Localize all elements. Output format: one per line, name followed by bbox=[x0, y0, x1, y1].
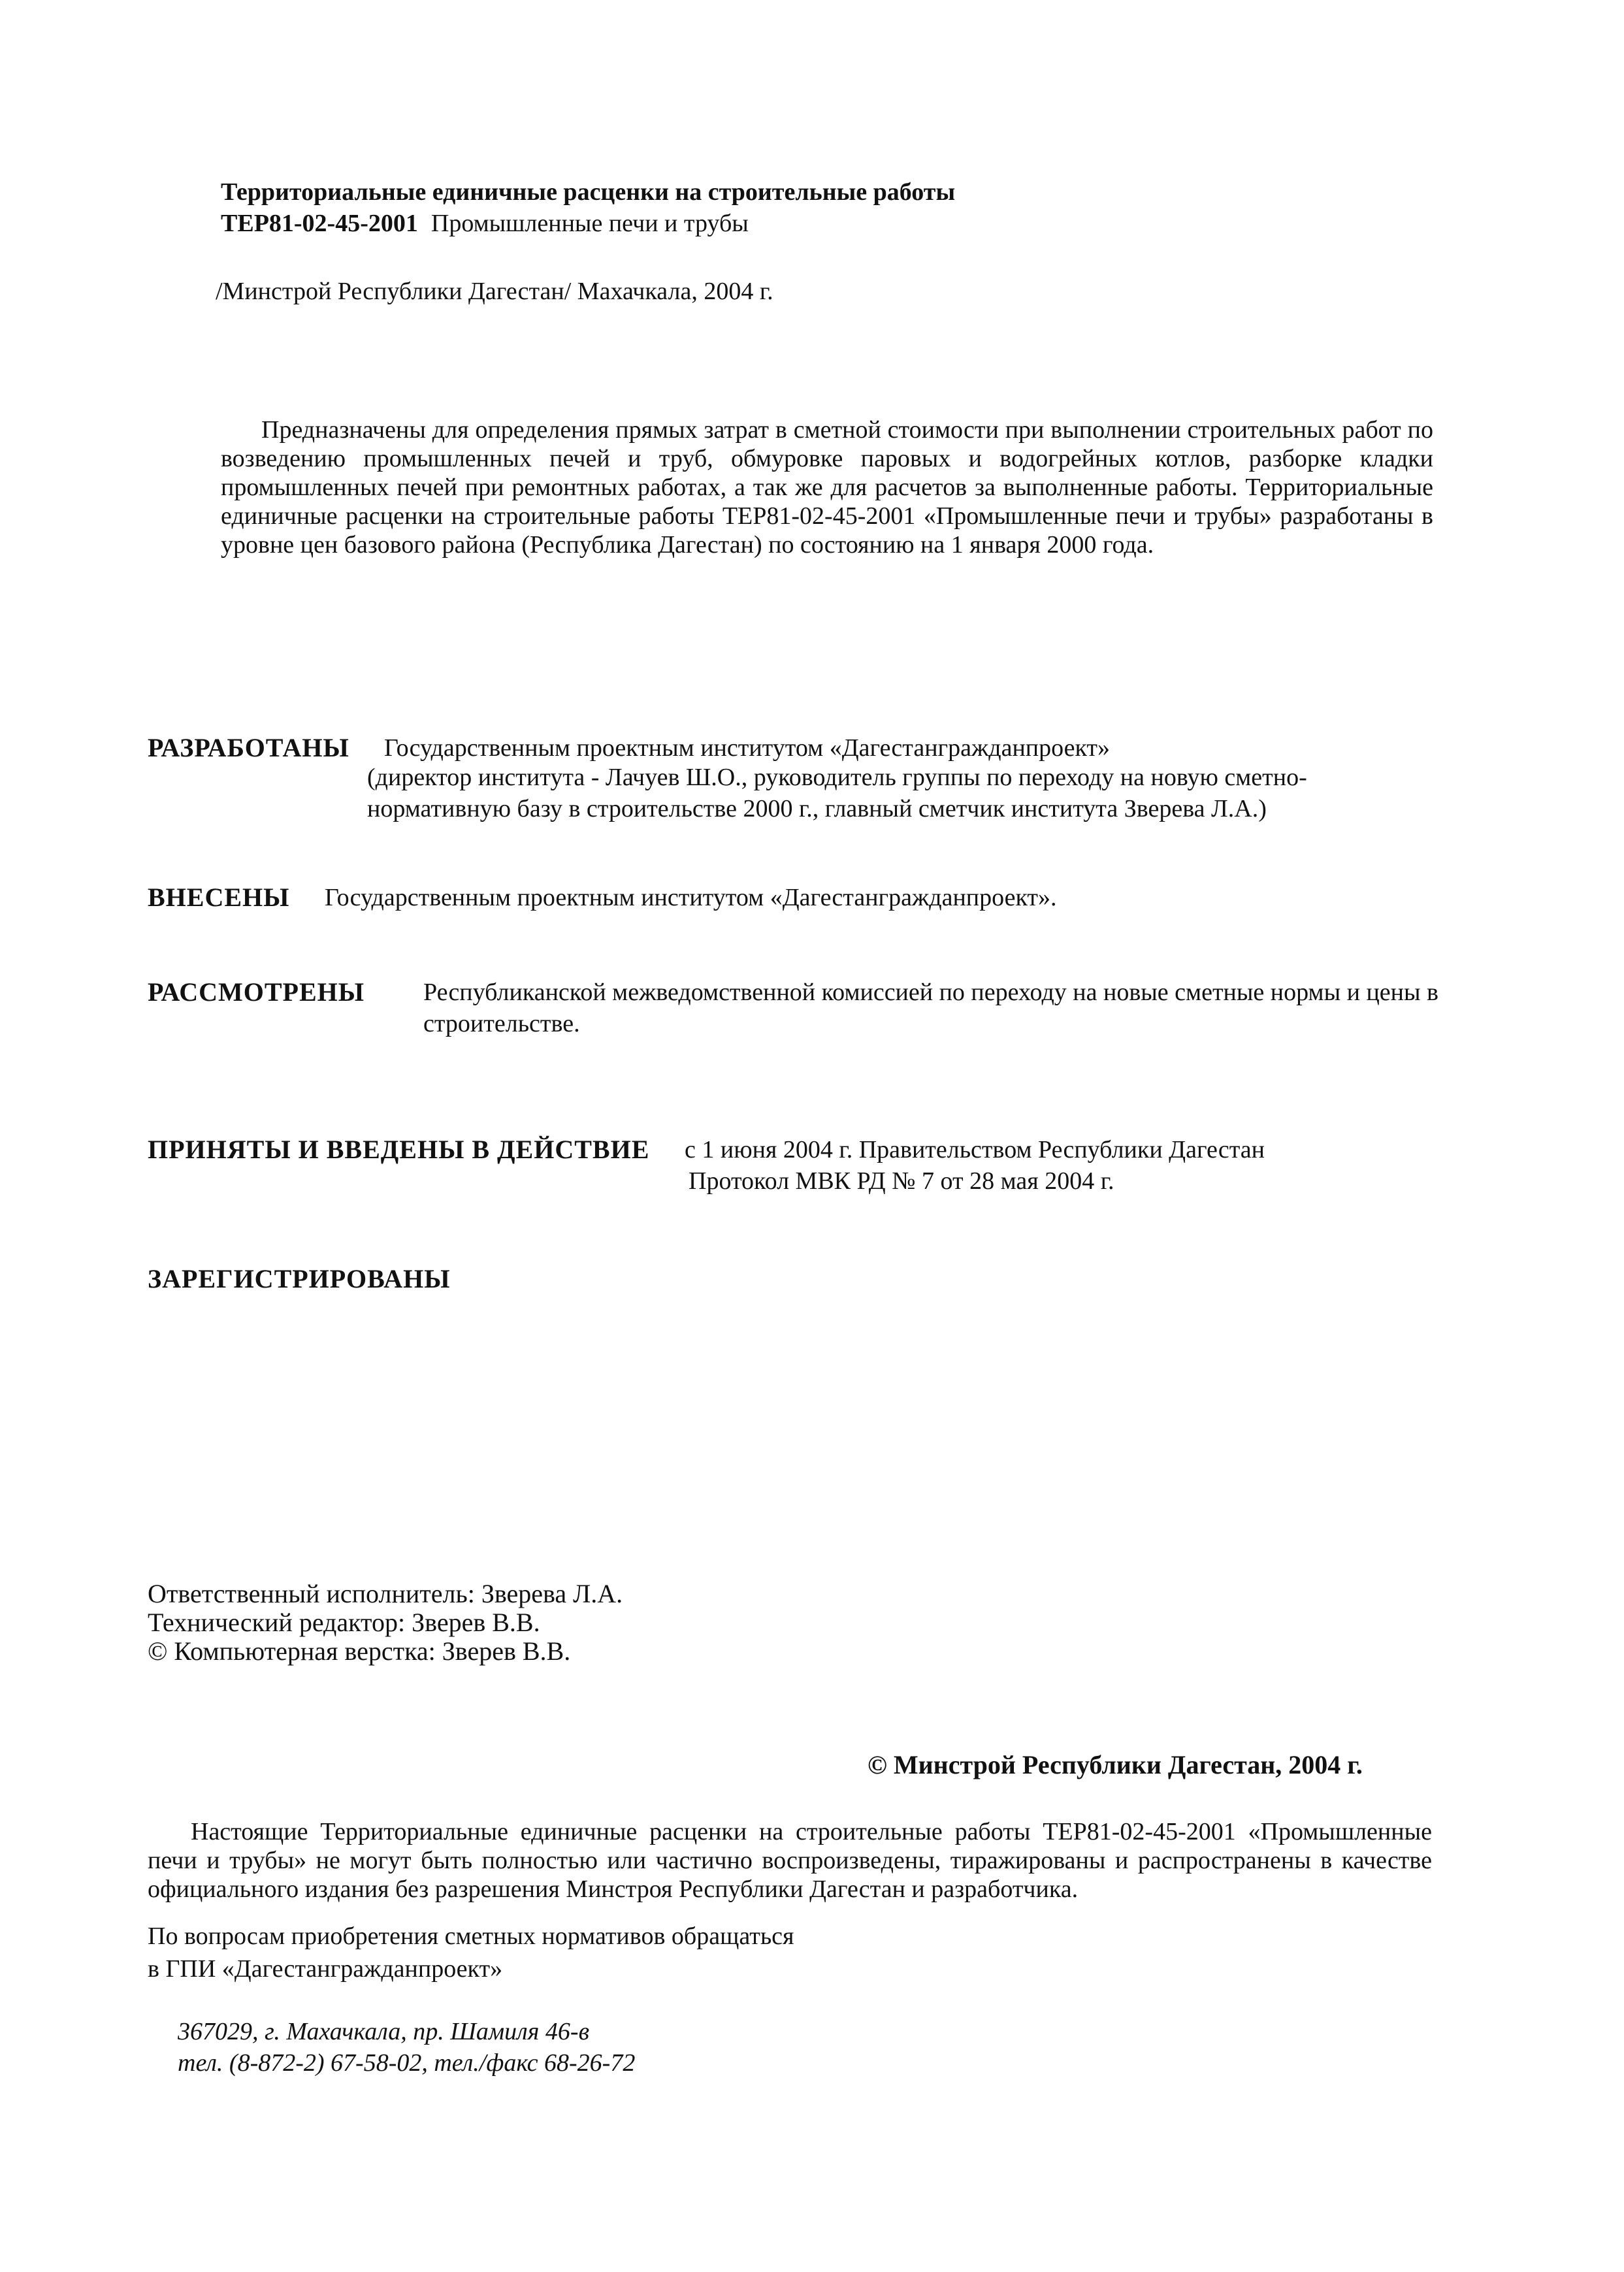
developed-label: РАЗРАБОТАНЫ bbox=[148, 733, 349, 762]
adopted-text-line1: с 1 июня 2004 г. Правительством Республики Дагестан bbox=[685, 1136, 1265, 1163]
document-code-row bbox=[221, 209, 749, 238]
developed-text-line3: нормативную базу в строительстве 2000 г., главный сметчик института Зверева Л.А.) bbox=[367, 795, 1267, 822]
contact-line1: По вопросам приобретения сметных нормативов обращаться bbox=[148, 1923, 794, 1950]
developed-text-line1: Государственным проектным институтом «Дагестангражданпроект» bbox=[384, 734, 1111, 762]
copyright-notice bbox=[148, 1817, 1432, 1904]
reviewed-label: РАССМОТРЕНЫ bbox=[148, 977, 365, 1007]
publisher-line: /Минстрой Республики Дагестан/ Махачкала, 2004 г. bbox=[216, 278, 773, 305]
document-code: ТЕР81-02-45-2001 bbox=[221, 210, 418, 237]
contact-address: 367029, г. Махачкала, пр. Шамиля 46-в bbox=[178, 2018, 590, 2045]
intro-paragraph bbox=[221, 415, 1433, 559]
contact-phone: тел. (8-872-2) 67-58-02, тел./факс 68-26-72 bbox=[178, 2049, 636, 2077]
adopted-label: ПРИНЯТЫ И ВВЕДЕНЫ В ДЕЙСТВИЕ bbox=[148, 1135, 650, 1164]
developed-text-line2: (директор института - Лачуев Ш.О., руководитель группы по переходу на новую сметно- bbox=[367, 764, 1307, 791]
copyright-owner: © Минстрой Республики Дагестан, 2004 г. bbox=[868, 1750, 1363, 1779]
adopted-text-line2: Протокол МВК РД № 7 от 28 мая 2004 г. bbox=[689, 1167, 1114, 1195]
contact-line2: в ГПИ «Дагестангражданпроект» bbox=[148, 1955, 503, 1983]
reviewed-text-line1: Республиканской межведомственной комиссией по переходу на новые сметные нормы и цены в bbox=[423, 979, 1438, 1006]
intro-text: Предназначены для определения прямых затрат в сметной стоимости при выполнении строительных работ по возведению промышленных печей и труб, обмуровке паровых и водогрейных котлов, разборке кладки промышленных печей при ремонтных работах, а так же для расчетов за выполненные работы. Территориальные единичные расценки на строительные работы ТЕР81-02-45-2001 «Промышленные печи и трубы» разработаны в уровне цен базового района (Республика Дагестан) по состоянию на 1 января 2000 года. bbox=[221, 416, 1433, 559]
registered-label: ЗАРЕГИСТРИРОВАНЫ bbox=[148, 1264, 451, 1293]
copyright-notice-text: Настоящие Территориальные единичные расценки на строительные работы ТЕР81-02-45-2001 «Промышленные печи и трубы» не могут быть полностью или частично воспроизведены, тиражированы и распространены в качестве официального издания без разрешения Минстроя Республики Дагестан и разработчика. bbox=[148, 1818, 1432, 1903]
credit-editor: Технический редактор: Зверев В.В. bbox=[148, 1608, 540, 1637]
credit-responsible: Ответственный исполнитель: Зверева Л.А. bbox=[148, 1579, 623, 1608]
reviewed-text-line2: строительстве. bbox=[423, 1010, 580, 1037]
introduced-label: ВНЕСЕНЫ bbox=[148, 883, 290, 912]
document-subtitle: Промышленные печи и трубы bbox=[430, 210, 749, 237]
introduced-text: Государственным проектным институтом «Дагестангражданпроект». bbox=[325, 884, 1057, 911]
document-title: Территориальные единичные расценки на строительные работы bbox=[221, 178, 956, 206]
credit-layout: © Компьютерная верстка: Зверев В.В. bbox=[148, 1636, 571, 1666]
